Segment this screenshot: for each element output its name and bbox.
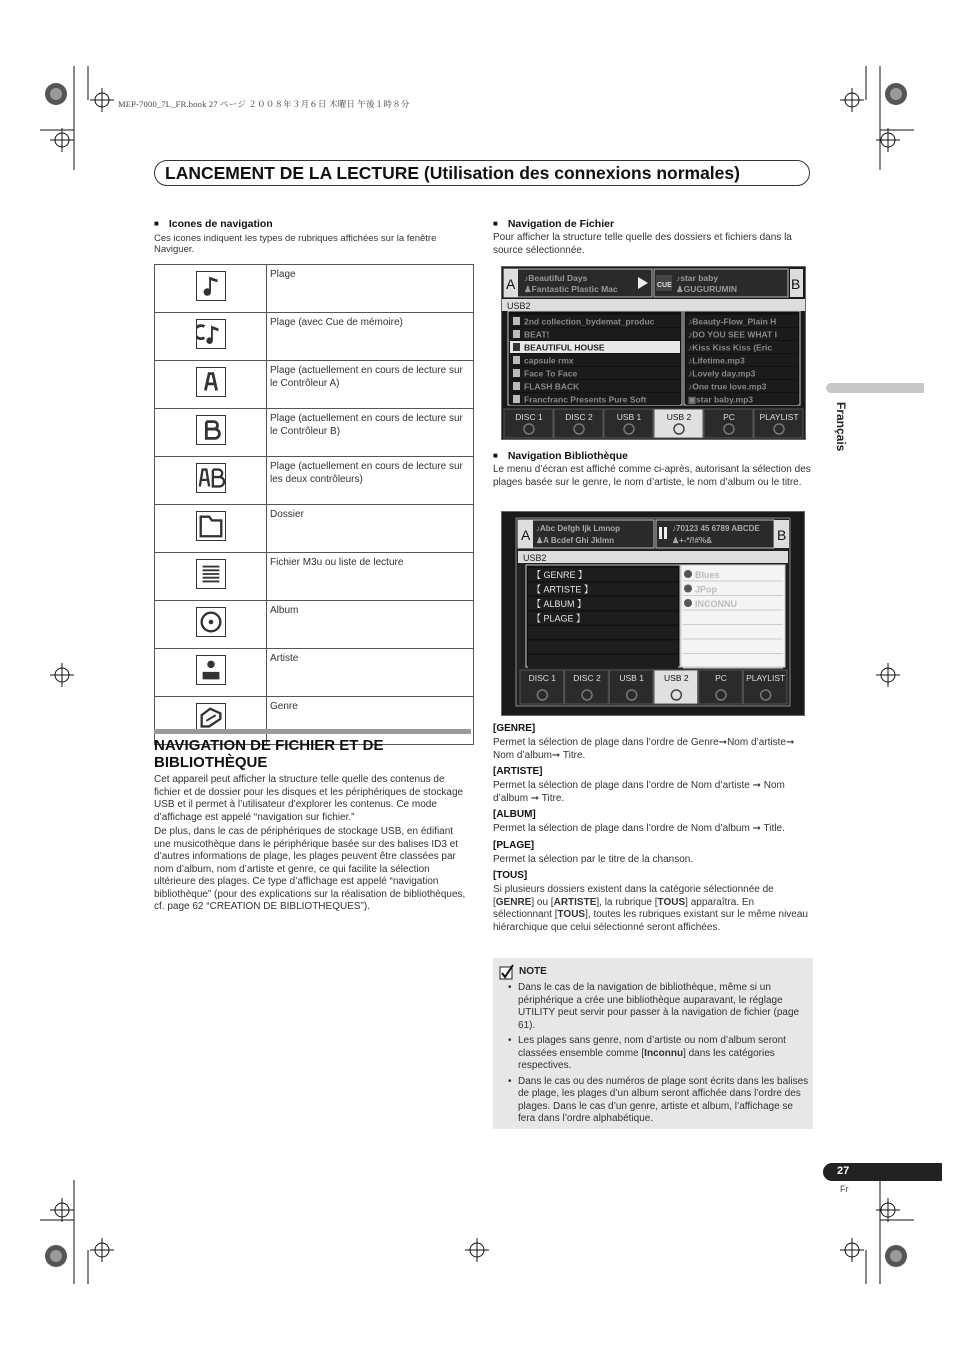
icon-label: Plage (actuellement en cours de lecture sur les deux contrôleurs) <box>267 457 474 505</box>
folder-icon <box>513 317 520 325</box>
svg-text:♪star baby: ♪star baby <box>676 273 719 283</box>
folder-icon <box>513 343 520 351</box>
deck-a-label: A <box>521 527 531 543</box>
nav-heading: NAVIGATION DE FICHIER ET DE BIBLIOTHÈQUE <box>154 737 384 771</box>
disc-icon <box>196 607 226 637</box>
icon-label: Genre <box>267 697 474 745</box>
list-item-label: INCONNU <box>695 599 737 609</box>
list-item-label: ♪Lifetime.mp3 <box>688 355 745 366</box>
svg-text:♪Abc Defgh Ijk Lmnop: ♪Abc Defgh Ijk Lmnop <box>536 524 620 533</box>
ab-icon <box>196 463 226 493</box>
note-item: • Les plages sans genre, nom d’artiste ou nom d’album seront classées ensemble comme [Inconnu] dans les catégories respectives. <box>508 1035 810 1073</box>
term-artiste-text: Permet la sélection de plage dans l’ordre de Nom d’artiste ➞ Nom d’album ➞ Titre. <box>493 780 785 804</box>
source-tab-label: DISC 1 <box>515 412 543 422</box>
note-item: • Dans le cas de la navigation de bibliothèque, même si un périphérique a crée une bibliothèque auparavant, le réglage UTILITY peut servir pour passer à la navigation de fichier (page 61). <box>508 982 810 1032</box>
source-tab-label: PC <box>715 673 727 683</box>
icon-label: Fichier M3u ou liste de lecture <box>267 553 474 601</box>
icon-label: Album <box>267 601 474 649</box>
source-tab-label: USB 2 <box>664 673 689 683</box>
source-tab-label: PC <box>723 412 735 422</box>
folder-icon <box>513 395 520 403</box>
list-item[interactable] <box>528 655 678 668</box>
note-item: • Dans le cas ou des numéros de plage sont écrits dans les balises de plage, les plages d’un album seront affichée dans l’ordre des plages. Dans le cas d’un genre, artiste et album, l’affichage se fera dans l’ordre alphabétique. <box>508 1076 810 1126</box>
chapter-title-box <box>154 160 810 186</box>
svg-text:♟A Bcdef Ghi Jklmn: ♟A Bcdef Ghi Jklmn <box>536 536 614 545</box>
note-icon <box>196 271 226 301</box>
genre-icon <box>684 570 692 578</box>
cue-note-icon <box>196 319 226 349</box>
check-icon <box>499 964 515 980</box>
deck-a-label: A <box>506 276 516 292</box>
lib-nav-screen <box>501 511 805 716</box>
source-tab-label: USB 1 <box>616 412 642 422</box>
file-nav-intro: Pour afficher la structure telle quelle des dossiers et fichiers dans la source sélectionnée. <box>493 232 792 256</box>
sidebar-tab <box>826 383 924 393</box>
table-row <box>155 409 474 457</box>
page-number: 27 <box>837 1165 850 1177</box>
list-item[interactable] <box>528 641 678 654</box>
lib-nav-heading: ■ Navigation Bibliothèque <box>493 450 628 462</box>
icons-intro: Ces icones indiquent les types de rubriques affichées sur la fenêtre Naviguer. <box>154 233 437 255</box>
table-row <box>155 457 474 505</box>
table-row <box>155 265 474 313</box>
list-item-label: 2nd collection_bydemat_produc <box>524 316 655 327</box>
list-item-label: ♪DO YOU SEE WHAT I <box>688 329 777 340</box>
folder-icon <box>513 369 520 377</box>
icons-table <box>154 264 474 745</box>
icon-label: Plage <box>267 265 474 313</box>
icon-label: Plage (actuellement en cours de lecture sur le Contrôleur A) <box>267 361 474 409</box>
table-row <box>155 313 474 361</box>
svg-text:♪Beautiful Days: ♪Beautiful Days <box>524 273 588 283</box>
source-label: USB2 <box>523 553 547 563</box>
list-item-label: ▣star baby.mp3 <box>688 394 754 405</box>
a-icon <box>196 367 226 397</box>
table-row <box>155 601 474 649</box>
page-lang: Fr <box>840 1184 849 1194</box>
list-item-label: ♪Beauty-Flow_Plain H <box>688 316 777 327</box>
table-row <box>155 649 474 697</box>
person-icon <box>196 655 226 685</box>
nav-para-2: De plus, dans le cas de périphériques de stockage USB, en édifiant une musicothèque dans le périphérique basée sur des balises ID3 et d’autres informations de plage, les plages peuvent être classées par nom d’album, nom d’artiste et genre, ce qui facilite la sélection ultérieure des plages. Ce type d’affichage est appelé “navigation bibliothèque” (pour des explications sur la réalisation de bibliothèques, cf. page 62 “CREATION DE BIBLIOTHEQUES”). <box>154 826 466 912</box>
icons-heading: ■ Icones de navigation <box>154 218 273 230</box>
term-tous: [TOUS] <box>493 870 528 881</box>
list-item-label: BEAT! <box>524 329 550 340</box>
term-tous-text: Si plusieurs dossiers existent dans la catégorie sélectionnée de [GENRE] ou [ARTISTE], la rubrique [TOUS] apparaîtra. En sélectionnant [TOUS], toutes les rubriques existant sur le même niveau hiérarchique que celui sélectionné seront affichées. <box>493 884 808 933</box>
term-album-text: Permet la sélection de plage dans l’ordre de Nom d’album ➞ Title. <box>493 823 785 834</box>
sidebar-language: Français <box>834 402 848 452</box>
term-genre: [GENRE] <box>493 723 536 734</box>
list-item-label: FLASH BACK <box>524 381 580 392</box>
file-info: MEP-7000_7L_FR.book 27 ページ ２００８年３月６日 木曜日 午後１時８分 <box>118 99 410 109</box>
folder-icon <box>513 330 520 338</box>
folder-icon <box>513 382 520 390</box>
svg-text:♟+-*/!#%&: ♟+-*/!#%& <box>672 536 712 545</box>
source-tab-label: PLAYLIST <box>759 412 799 422</box>
source-tab-label: DISC 2 <box>565 412 593 422</box>
list-item-label: capsule rmx <box>524 355 574 366</box>
source-tab-label: PLAYLIST <box>746 673 786 683</box>
list-icon <box>196 559 226 589</box>
lib-nav-intro: Le menu d’écran est affiché comme ci-après, autorisant la sélection des plages basée sur le genre, le nom d’artiste, le nom d’album ou le titre. <box>493 464 811 488</box>
source-tab-label: DISC 2 <box>573 673 601 683</box>
table-row <box>155 553 474 601</box>
list-item-label: ♪One true love.mp3 <box>688 381 767 392</box>
list-item-label: 【 GENRE 】 <box>532 570 588 580</box>
page-number-tab <box>823 1163 942 1181</box>
list-item-label: 【 ALBUM 】 <box>532 599 587 609</box>
svg-text:♪70123 45 6789 ABCDE: ♪70123 45 6789 ABCDE <box>672 524 760 533</box>
list-item-label: BEAUTIFUL HOUSE <box>524 342 605 353</box>
list-item-label: ♪Lovely day.mp3 <box>688 368 756 379</box>
nav-para-1: Cet appareil peut afficher la structure telle quelle des contenus de fichier et de dossier pour les disques et les périphériques de stockage USB et il permet à l’utilisateur d’explorer les contenus. Ce mode d’affichage est appelé “navigation sur fichier.” <box>154 774 464 823</box>
list-item-label: 【 PLAGE 】 <box>532 613 586 624</box>
genre-icon <box>684 585 692 593</box>
deck-b-label: B <box>791 276 801 292</box>
b-icon <box>196 415 226 445</box>
list-item-label: Face To Face <box>524 368 578 379</box>
terms-block <box>493 723 813 934</box>
table-row <box>155 505 474 553</box>
folder-icon <box>196 511 226 541</box>
file-nav-heading: ■ Navigation de Fichier <box>493 218 614 230</box>
folder-icon <box>513 356 520 364</box>
svg-text:♟Fantastic Plastic Mac: ♟Fantastic Plastic Mac <box>524 284 618 294</box>
term-plage: [PLAGE] <box>493 839 535 851</box>
table-row <box>155 361 474 409</box>
pause-icon <box>659 527 662 539</box>
term-album: [ALBUM] <box>493 809 536 820</box>
term-genre-text: Permet la sélection de plage dans l’ordre de Genre➞Nom d’artiste➞ Nom d’album➞ Titre. <box>493 737 795 761</box>
file-nav-screen <box>501 266 806 440</box>
source-tab-label: USB 2 <box>666 412 692 422</box>
list-item-label: Blues <box>695 570 720 580</box>
source-tab-label: USB 1 <box>619 673 644 683</box>
icon-label: Plage (avec Cue de mémoire) <box>267 313 474 361</box>
note-title: NOTE <box>519 966 547 977</box>
list-item-label: JPop <box>695 584 718 595</box>
list-item-label: 【 ARTISTE 】 <box>532 584 593 595</box>
note-list <box>503 982 810 1129</box>
icon-label: Dossier <box>267 505 474 553</box>
source-label: USB2 <box>507 301 531 311</box>
term-plage-text: Permet la sélection par le titre de la chanson. <box>493 853 694 865</box>
source-tab-label: DISC 1 <box>528 673 557 683</box>
genre-icon <box>684 599 692 607</box>
list-item-label: ♪Kiss Kiss Kiss (Eric <box>688 342 773 353</box>
icon-label: Artiste <box>267 649 474 697</box>
list-item[interactable] <box>528 626 678 639</box>
term-artiste: [ARTISTE] <box>493 766 543 777</box>
chapter-title: LANCEMENT DE LA LECTURE (Utilisation des connexions normales) <box>165 163 740 183</box>
svg-text:CUE: CUE <box>657 282 672 289</box>
icon-label: Plage (actuellement en cours de lecture sur le Contrôleur B) <box>267 409 474 457</box>
note-box <box>493 958 813 1129</box>
svg-text:♟GUGURUMIN: ♟GUGURUMIN <box>676 284 737 294</box>
deck-b-label: B <box>777 527 787 543</box>
list-item-label: Francfranc Presents Pure Soft <box>524 394 647 405</box>
section-divider <box>154 729 471 734</box>
